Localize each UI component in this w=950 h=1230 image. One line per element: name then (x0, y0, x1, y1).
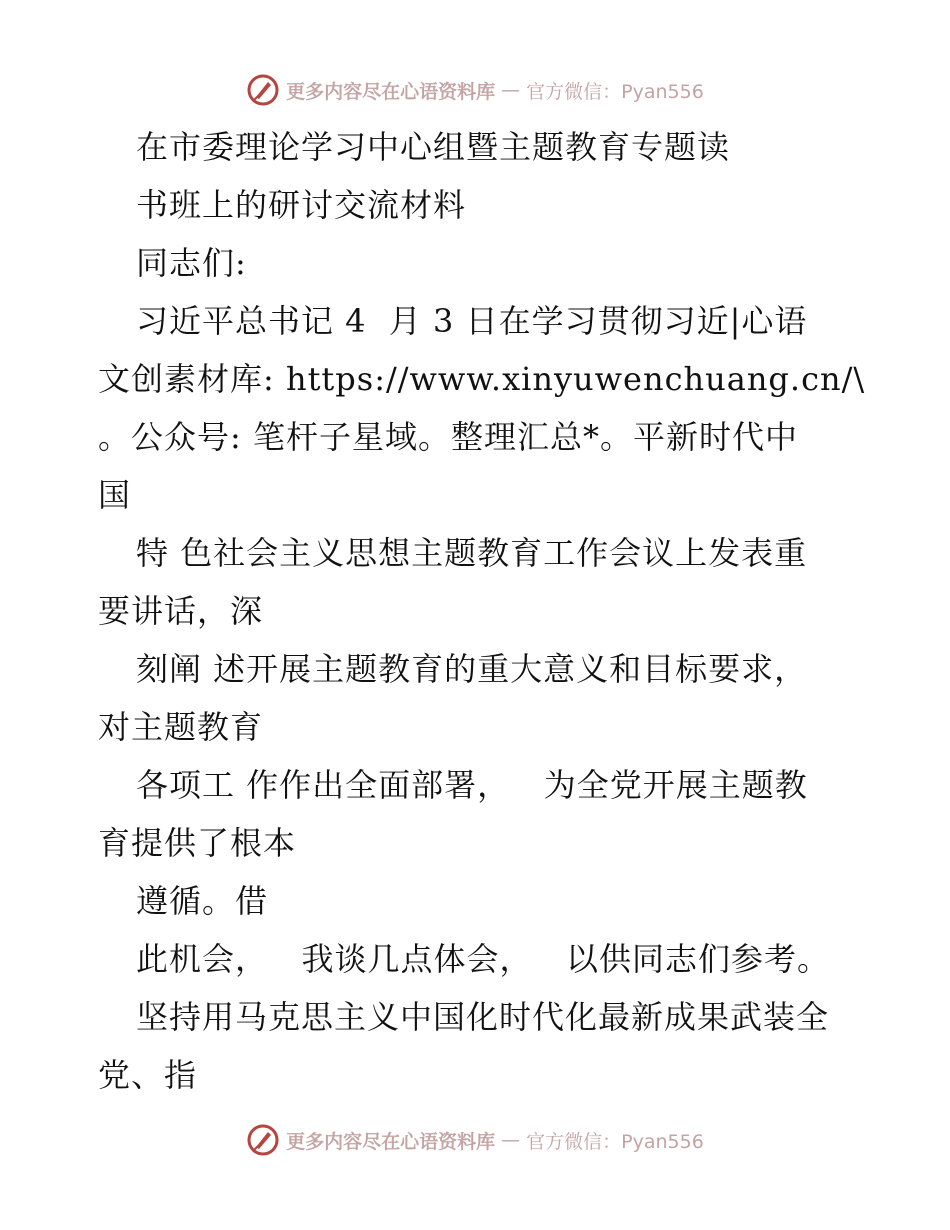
header-banner-separator: — (501, 79, 521, 101)
header-banner-text: 更多内容尽在心语资料库 (286, 80, 496, 103)
doc-paragraph-line: 此机会， 我谈几点体会， 以供同志们参考。 (136, 940, 831, 978)
footer-banner-separator: — (501, 1129, 521, 1151)
doc-paragraph-line: 。公众号: 笔杆子星域。整理汇总*。平新时代中 (98, 418, 798, 456)
header-banner-wechat: 官方微信：Pyan556 (526, 80, 704, 103)
footer-banner (0, 1120, 950, 1160)
doc-title-line-2: 书班上的研讨交流材料 (136, 186, 467, 224)
doc-title-line-1: 在市委理论学习中心组暨主题教育专题读 (136, 128, 731, 166)
doc-paragraph-line: 国 (98, 476, 132, 514)
doc-paragraph-line: 习近平总书记 4 月 3 日在学习贯彻习近|心语 (136, 302, 808, 340)
footer-banner-text: 更多内容尽在心语资料库 (286, 1130, 496, 1153)
doc-paragraph-line: 党、指 (98, 1056, 198, 1094)
doc-paragraph-line: 育提供了根本 (98, 824, 297, 862)
quill-logo-icon (246, 73, 280, 107)
header-banner (0, 70, 950, 110)
quill-logo-icon (246, 1123, 280, 1157)
doc-paragraph-line: 对主题教育 (98, 708, 264, 746)
doc-paragraph-line: 坚持用马克思主义中国化时代化最新成果武装全 (136, 998, 830, 1036)
doc-paragraph-line: 遵循。借 (136, 882, 269, 920)
doc-salutation: 同志们: (136, 244, 247, 282)
footer-banner-wechat: 官方微信：Pyan556 (526, 1130, 704, 1153)
doc-paragraph-line: 要讲话，深 (98, 592, 264, 630)
doc-paragraph-line: 文创素材库: https://www.xinyuwenchuang.cn/\ (98, 360, 866, 398)
doc-paragraph-line: 刻阐 述开展主题教育的重大意义和目标要求， (136, 650, 808, 688)
doc-paragraph-line: 各项工 作作出全面部署， 为全党开展主题教 (136, 766, 808, 804)
doc-paragraph-line: 特 色社会主义思想主题教育工作会议上发表重 (136, 534, 808, 572)
